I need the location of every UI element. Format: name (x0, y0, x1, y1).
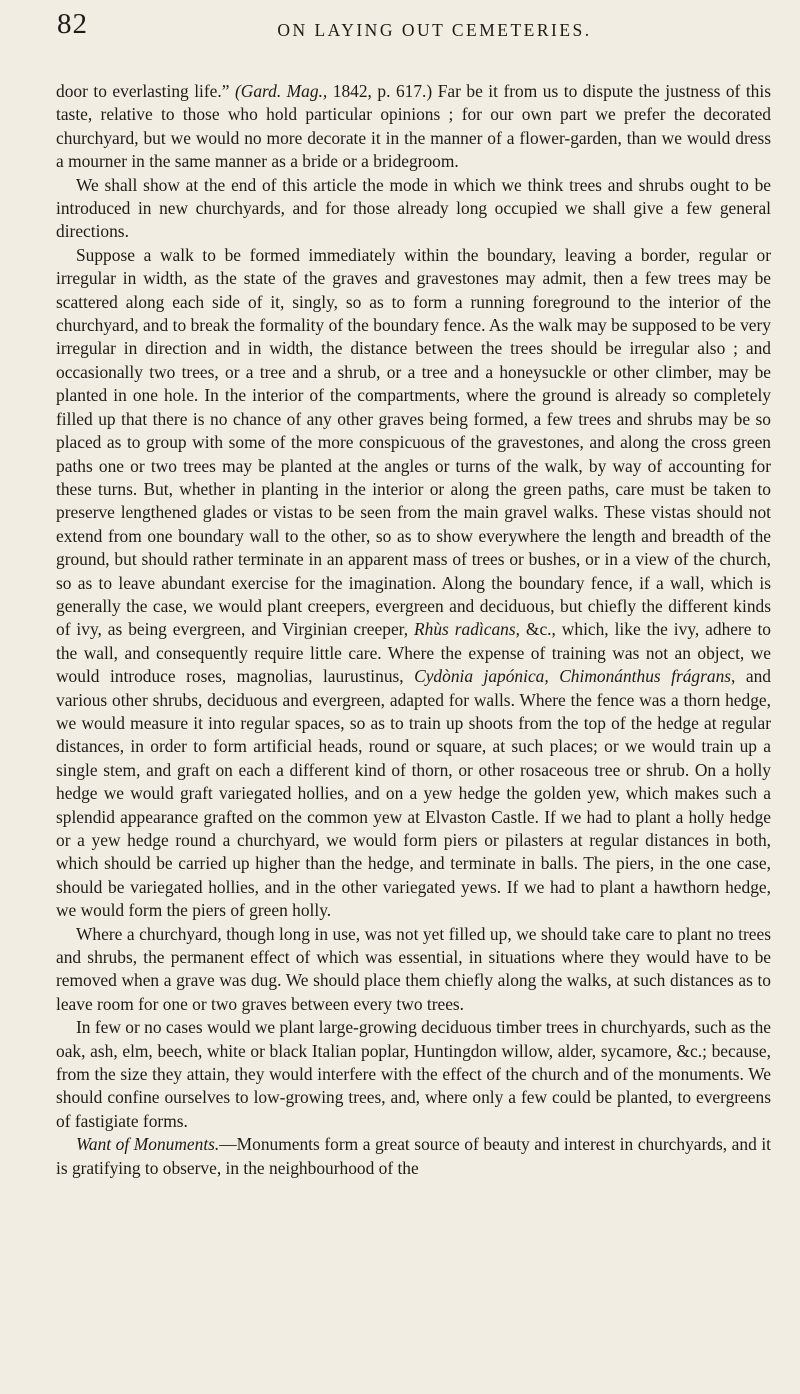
page-header (57, 8, 757, 48)
botanical-names: Cydònia japónica, Chimonánthus frágrans (414, 666, 732, 687)
paragraph-4: Where a churchyard, though long in use, was not yet filled up, we should take care to plant no trees and shrubs, the permanent effect of which was essential, in situations where they would have to be removed when a grave was dug. We should place them chiefly along the walks, at such distances as to leave room for one or two graves between every two trees. (56, 923, 771, 1014)
page-number: 82 (57, 8, 88, 40)
paragraph-5: In few or no cases would we plant large-growing deciduous timber trees in churchyards, such as the oak, ash, elm, beech, white or black Italian poplar, Huntingdon willow, alder, sycamore, &c.; because, from the size they attain, they would interfere with the effect of the church and of the monuments. We should confine ourselves to low-growing trees, and, where only a few could be planted, to evergreens of fastigiate forms. (56, 1017, 771, 1131)
paragraph-2: We shall show at the end of this article the mode in which we think trees and shrubs ought to be introduced in new churchyards, and for those already long occupied we shall give a few general directions. (56, 174, 771, 242)
paragraph-1: door to everlasting life.” (Gard. Mag., 1842, p. 617.) Far be it from us to dispute the justness of this taste, relative to those who hold particular opinions ; for our own part we prefer the decorated churchyard, but we would no more decorate it in the manner of a flower-garden, than we would dress a mourner in the same manner as a bride or a bridegroom. (56, 81, 771, 172)
body-text (56, 80, 771, 1180)
paragraph-6: Want of Monuments.—Monuments form a great source of beauty and interest in churchyards, and it is gratifying to observe, in the neighbourhood of the (56, 1134, 772, 1178)
paragraph-3: Suppose a walk to be formed immediately within the boundary, leaving a border, regular or irregular in width, as the state of the graves and gravestones may admit, then a few trees may be scattered along each side of it, singly, so as to form a running foreground to the interior of the churchyard, and to break the formality of the boundary fence. As the walk may be supposed to be very irregular in direction and in width, the distance between the trees should be irregular also ; and occasionally two trees, or a tree and a shrub, or a tree and a honeysuckle or other climber, may be planted in one hole. In the interior of the compartments, where the ground is already so completely filled up that there is no chance of any other graves being formed, a few trees and shrubs may be so placed as to group with some of the more conspicuous of the gravestones, and along the cross green paths one or two trees may be planted at the angles or turns of the walk, by way of accounting for these turns. But, whether in planting in the interior or along the green paths, care must be taken to preserve lengthened glades or vistas to be seen from the main gravel walks. These vistas should not extend from one boundary wall to the other, so as to show everywhere the length and breadth of the ground, but should rather terminate in an apparent mass of trees or bushes, or in a view of the church, so as to leave abundant exercise for the imagination. Along the boundary fence, if a wall, which is generally the case, we would plant creepers, evergreen and deciduous, but chiefly the different kinds of ivy, as being evergreen, and Virginian creeper, Rhùs radìcans, &c., which, like the ivy, adhere to the wall, and consequently require little care. Where the expense of training was not an object, we would introduce roses, magnolias, laurustinus, Cydònia japónica, Chimonánthus frágrans, and various other shrubs, deciduous and evergreen, adapted for walls. Where the fence was a thorn hedge, we would measure it into regular spaces, so as to train up shoots from the top of the hedge at regular distances, in order to form artificial heads, round or square, at such places; or we would train up a single stem, and graft on each a different kind of thorn, or other rosaceous tree or shrub. On a holly hedge we would graft variegated hollies, and on a yew hedge the golden yew, which makes such a splendid appearance grafted on the common yew at Elvaston Castle. If we had to plant a holly hedge or a yew hedge round a churchyard, we would form piers or pilasters at regular distances in both, which should be carried up higher than the hedge, and terminate in balls. The piers, in the one case, should be variegated hollies, and in the other variegated yews. If we had to plant a hawthorn hedge, we would form the piers of green holly. (56, 244, 771, 921)
running-head: ON LAYING OUT CEMETERIES. (277, 20, 592, 40)
section-heading: Want of Monuments. (76, 1134, 220, 1155)
botanical-name: Rhùs radìcans (414, 619, 516, 640)
citation: (Gard. Mag., (234, 81, 328, 101)
